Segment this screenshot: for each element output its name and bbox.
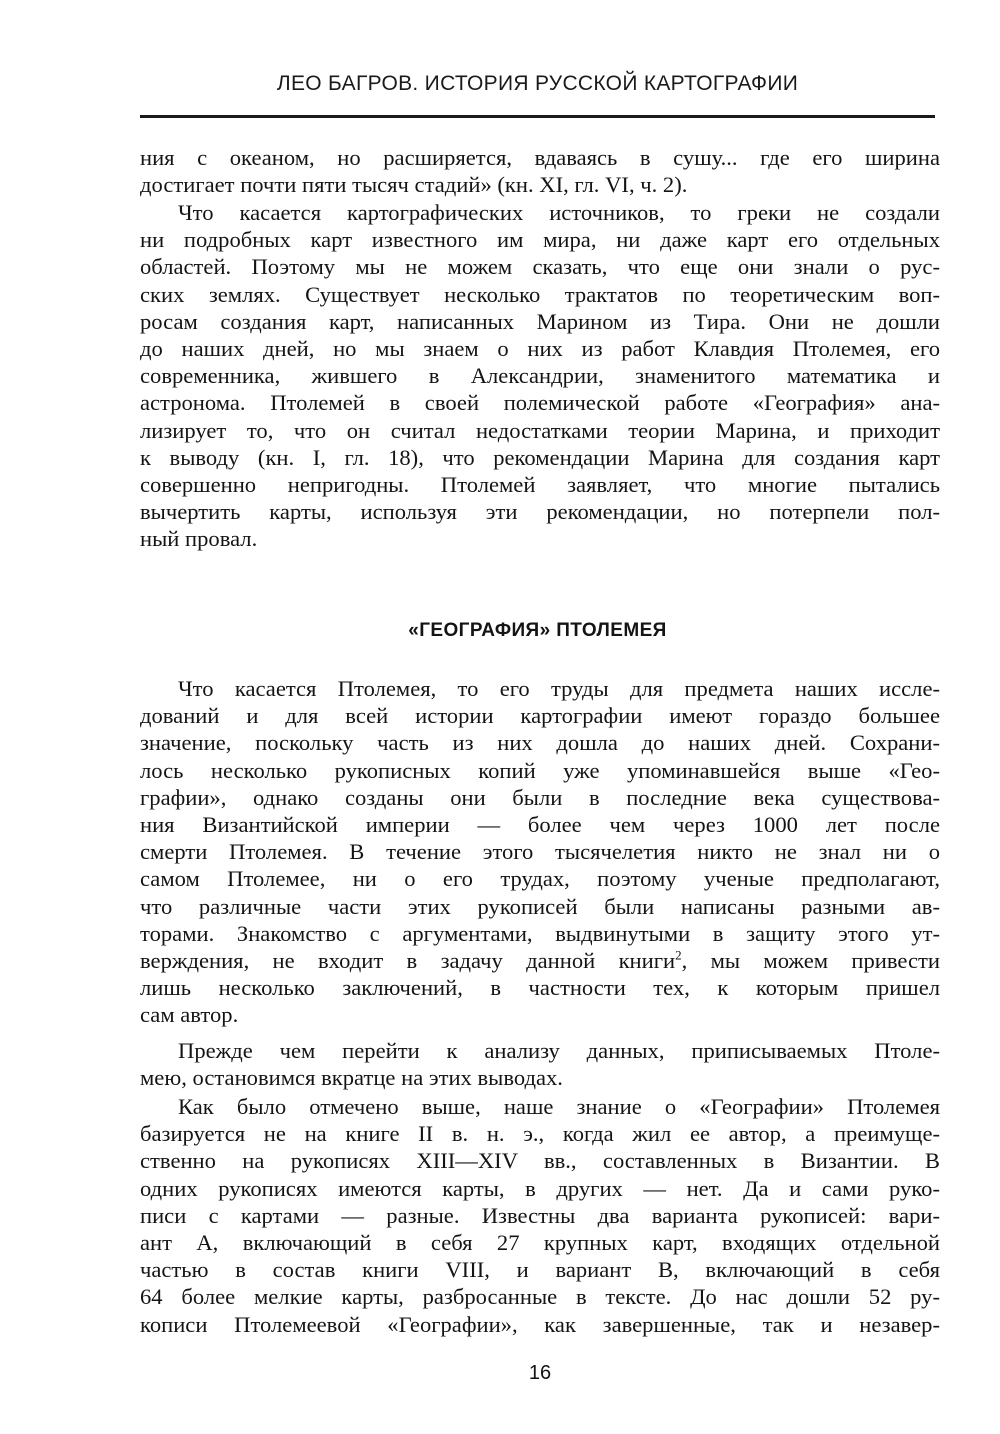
text-line: мею, остановимся вкратце на этих выводах. (140, 1065, 563, 1091)
text-line: ния с океаном, но расширяется, вдаваясь в сушу... где его ширина (140, 145, 940, 170)
text-line: ния Византийской империи — более чем через 1000 лет после (140, 812, 940, 838)
text-line: лизирует то, что он считал недостатками теории Марина, и приходит (140, 417, 940, 443)
text-line: смерти Птолемея. В течение этого тысячелетия никто не знал ни о (140, 839, 940, 865)
text-line: сам автор. (140, 1002, 239, 1028)
text-line: до наших дней, но мы знаем о них из работ Клавдия Птолемея, его (140, 336, 940, 362)
text-line: 64 более мелкие карты, разбросанные в тексте. До нас дошли 52 ру- (140, 1284, 940, 1310)
text-line: кописи Птолемеевой «Географии», как завершенные, так и незавер- (140, 1311, 940, 1337)
text-fragment: верждения, не входит в задачу данной книги (140, 948, 676, 974)
text-line: ственно на рукописях XIII—XIV вв., составленных в Византии. В (140, 1148, 940, 1174)
text-line: ских землях. Существует несколько трактатов по теоретическим воп- (140, 281, 940, 307)
paragraph-continuation (140, 144, 940, 198)
text-line: Как было отмечено выше, наше знание о «Географии» Птолемея (178, 1094, 940, 1119)
running-title: ЛЕО БАГРОВ. ИСТОРИЯ РУССКОЙ КАРТОГРАФИИ (276, 72, 799, 95)
text-line: астронома. Птолемей в своей полемической работе «География» ана- (140, 390, 940, 416)
text-line: что различные части этих рукописей были написаны разными ав- (140, 893, 940, 919)
text-line: областей. Поэтому мы не можем сказать, что еще они знали о рус- (140, 254, 940, 280)
text-line: к выводу (кн. I, гл. 18), что рекомендации Марина для создания карт (140, 444, 940, 470)
footnote-reference: 2 (675, 947, 682, 963)
text-line: ант А, включающий в себя 27 крупных карт, входящих отдельной (140, 1230, 940, 1256)
text-line: совершенно непригодны. Птолемей заявляет, что многие пытались (140, 472, 940, 498)
text-line: базируется не на книге II в. н. э., когда жил ее автор, а преимуще- (140, 1121, 940, 1147)
text-line: росам создания карт, написанных Марином из Тира. Они не дошли (140, 308, 940, 334)
text-line: дований и для всей истории картографии имеют гораздо большее (140, 703, 940, 729)
text-line: Прежде чем перейти к анализу данных, приписываемых Птоле- (178, 1038, 940, 1063)
paragraph-sources (140, 199, 940, 553)
text-line: вычертить карты, используя эти рекомендации, но потерпели пол- (140, 499, 940, 525)
text-line: самом Птолемее, ни о его трудах, поэтому ученые предполагают, (140, 866, 940, 892)
text-line: ни подробных карт известного им мира, ни даже карт его отдельных (140, 227, 940, 253)
paragraph-ptolemy-works (140, 675, 940, 1029)
page-number: 16 (528, 1362, 552, 1384)
paragraph-transition (140, 1037, 940, 1091)
text-line: ный провал. (140, 526, 258, 552)
text-line: частью в состав книги VIII, и вариант В, включающий в себя (140, 1257, 940, 1283)
text-line: достигает почти пяти тысяч стадий» (кн. XI, гл. VI, ч. 2). (140, 172, 688, 198)
header-rule (140, 115, 935, 118)
text-line: значение, поскольку часть из них дошла до наших дней. Сохрани- (140, 730, 940, 756)
text-line: писи с картами — разные. Известны два варианта рукописей: вари- (140, 1202, 940, 1228)
text-line: Что касается картографических источников, то греки не создали (178, 200, 940, 225)
text-line: одних рукописях имеются карты, в других — нет. Да и сами руко- (140, 1175, 940, 1201)
text-fragment: , мы можем привести (681, 948, 941, 974)
text-line: Что касается Птолемея, то его труды для предмета наших иссле- (178, 676, 940, 701)
text-line (140, 947, 940, 974)
text-line: современника, жившего в Александрии, знаменитого математика и (140, 363, 940, 389)
paragraph-manuscripts (140, 1093, 940, 1338)
text-line: лишь несколько заключений, в частности тех, к которым пришел (140, 975, 940, 1001)
text-line: графии», однако созданы они были в последние века существова- (140, 784, 940, 810)
text-line: лось несколько рукописных копий уже упоминавшейся выше «Гео- (140, 757, 940, 783)
section-heading: «ГЕОГРАФИЯ» ПТОЛЕМЕЯ (408, 620, 667, 641)
text-line: торами. Знакомство с аргументами, выдвинутыми в защиту этого ут- (140, 920, 940, 946)
